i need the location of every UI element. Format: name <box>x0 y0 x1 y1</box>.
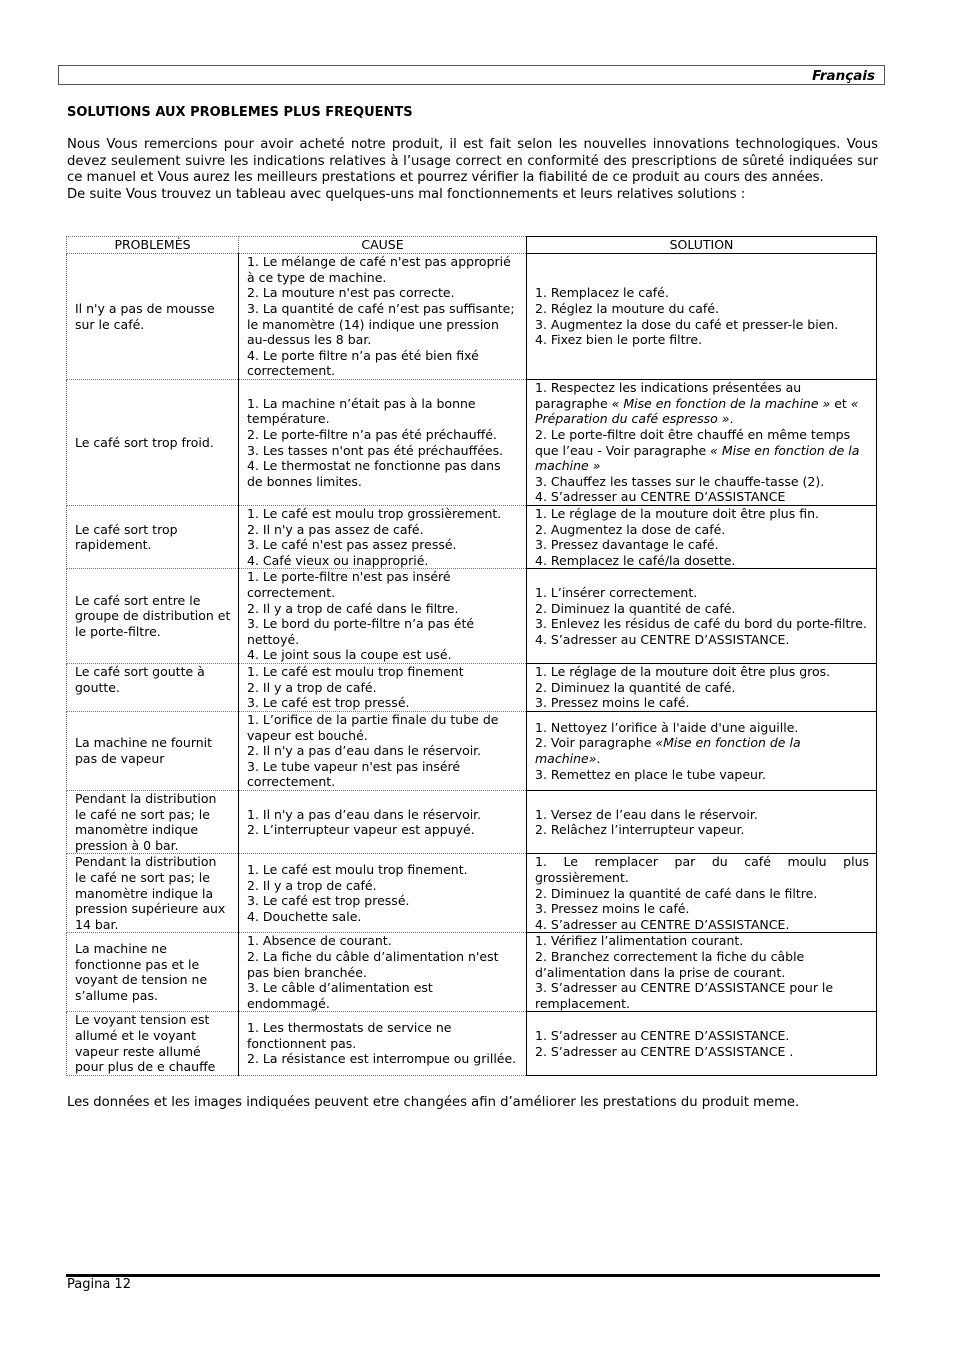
solution-cell <box>527 663 877 711</box>
cause-item: 3. Le café est trop pressé. <box>247 893 410 909</box>
solution-item: 1. Vérifiez l’alimentation courant. <box>535 933 744 949</box>
solution-item: 3. Pressez moins le café. <box>535 695 690 711</box>
cause-cell <box>239 711 527 790</box>
cause-item: 2. Il y a trop de café dans le filtre. <box>247 600 459 616</box>
solution-item: 2. Diminuez la quantité de café. <box>535 679 736 695</box>
table-row <box>67 1012 877 1075</box>
cause-item: 3. Le bord du porte-filtre n’a pas été nettoyé. <box>247 616 475 647</box>
cause-item: 1. Le café est moulu trop finement <box>247 664 464 680</box>
problem-cell: La machine ne fournit pas de vapeur <box>67 711 239 790</box>
cause-item: 2. La fiche du câble d’alimentation n'est pas bien branchée. <box>247 948 499 980</box>
table-row <box>67 790 877 853</box>
cause-item: 3. Le café est trop pressé. <box>247 695 410 711</box>
cause-cell <box>239 1012 527 1075</box>
cause-item: 1. Le porte-filtre n'est pas inséré correctement. <box>247 569 451 600</box>
solution-item: 2. Branchez correctement la fiche du câble d’alimentation dans la prise de courant. <box>535 948 805 980</box>
troubleshooting-table <box>66 236 877 1076</box>
problem-cell: Le café sort trop froid. <box>67 380 239 506</box>
solution-item: 2. Le porte-filtre doit être chauffé en même temps que l’eau - Voir paragraphe « Mise en fonction de la machine » <box>535 426 860 474</box>
solution-item: 2. Augmentez la dose de café. <box>535 521 726 537</box>
intro-paragraph: Nous Vous remercions pour avoir acheté notre produit, il est fait selon les nouvelles innovations technologiques. Vous devez seulement suivre les indications relatives à l’usage correct en conformité des prescriptions de sûreté indiquées sur ce manuel et Vous aurez les meilleurs prestations et pourrez vérifier la fiabilité de ce produit au cours des années. <box>67 137 878 186</box>
cause-item: 3. Le tube vapeur n'est pas inséré correctement. <box>247 758 461 790</box>
solution-item: 2. Diminuez la quantité de café. <box>535 600 736 616</box>
cause-item: 2. Le porte-filtre n’a pas été préchauffé. <box>247 426 497 442</box>
table-row <box>67 569 877 664</box>
cause-cell <box>239 506 527 569</box>
solution-item: 1. Respectez les indications présentées au paragraphe « Mise en fonction de la machine » et « Préparation du café espresso ». <box>535 380 859 427</box>
cause-cell <box>239 790 527 853</box>
solution-item: 2. Réglez la mouture du café. <box>535 300 719 316</box>
solution-cell <box>527 711 877 790</box>
cause-item: 2. Il y a trop de café. <box>247 679 377 695</box>
solution-item: 1. Le remplacer par du café moulu plus grossièrement. <box>535 854 869 885</box>
cause-cell <box>239 569 527 664</box>
problem-cell: Pendant la distribution le café ne sort pas; le manomètre indique pression à 0 bar. <box>67 790 239 853</box>
cause-cell <box>239 254 527 380</box>
solution-cell <box>527 933 877 1012</box>
solution-cell <box>527 1012 877 1075</box>
solution-item: 4. Fixez bien le porte filtre. <box>535 332 703 348</box>
footnote: Les données et les images indiquées peuvent etre changées afin d’améliorer les prestations du produit meme. <box>67 1095 800 1110</box>
footer-rule <box>66 1274 880 1277</box>
cause-item: 2. L’interrupteur vapeur est appuyé. <box>247 822 475 838</box>
solution-cell <box>527 254 877 380</box>
cause-item: 2. Il y a trop de café. <box>247 877 377 893</box>
solution-item: 1. Le réglage de la mouture doit être plus fin. <box>535 506 819 521</box>
solution-item: 4. S’adresser au CENTRE D’ASSISTANCE. <box>535 916 790 932</box>
solution-item: 3. Pressez moins le café. <box>535 901 690 917</box>
table-row <box>67 506 877 569</box>
solution-item: 3. Remettez en place le tube vapeur. <box>535 766 766 782</box>
cause-item: 4. Le porte filtre n’a pas été bien fixé correctement. <box>247 347 479 379</box>
cause-item: 2. La résistance est interrompue ou grillée. <box>247 1051 517 1067</box>
cause-item: 1. L’orifice de la partie finale du tube de vapeur est bouché. <box>247 711 499 743</box>
solution-item: 3. Enlevez les résidus de café du bord du porte-filtre. <box>535 616 867 632</box>
solution-item: 2. Relâchez l’interrupteur vapeur. <box>535 822 745 838</box>
cause-cell <box>239 933 527 1012</box>
cause-item: 1. La machine n’était pas à la bonne température. <box>247 395 476 427</box>
header-cause: CAUSE <box>239 237 527 254</box>
problem-cell: Le voyant tension est allumé et le voyant vapeur reste allumé pour plus de e chauffe <box>67 1012 239 1075</box>
table-row <box>67 380 877 506</box>
solution-item: 4. Remplacez le café/la dosette. <box>535 552 736 568</box>
solution-cell <box>527 790 877 853</box>
problem-cell: La machine ne fonctionne pas et le voyant de tension ne s’allume pas. <box>67 933 239 1012</box>
solution-cell <box>527 569 877 664</box>
solution-item: 3. Augmentez la dose du café et presser-le bien. <box>535 316 839 332</box>
cause-item: 2. La mouture n'est pas correcte. <box>247 285 455 301</box>
language-label: Français <box>812 68 875 84</box>
solution-cell <box>527 506 877 569</box>
cause-item: 4. Le joint sous la coupe est usé. <box>247 647 452 663</box>
header-problems: PROBLEMÈS <box>67 237 239 254</box>
solution-item: 1. Versez de l’eau dans le réservoir. <box>535 806 758 822</box>
cause-cell <box>239 380 527 506</box>
cause-item: 4. Café vieux ou inapproprié. <box>247 552 429 568</box>
cause-item: 3. Le café n'est pas assez pressé. <box>247 537 457 553</box>
solution-item: 4. S’adresser au CENTRE D’ASSISTANCE. <box>535 631 790 647</box>
problem-cell: Le café sort goutte à goutte. <box>67 663 239 711</box>
solution-cell <box>527 380 877 506</box>
solution-item: 4. S’adresser au CENTRE D’ASSISTANCE <box>535 489 786 505</box>
cause-item: 1. Le mélange de café n'est pas approprié à ce type de machine. <box>247 254 511 285</box>
cause-item: 1. Le café est moulu trop finement. <box>247 862 468 878</box>
problem-cell: Pendant la distribution le café ne sort pas; le manomètre indique la pression supérieure aux 14 bar. <box>67 854 239 933</box>
solution-item: 1. Remplacez le café. <box>535 285 669 301</box>
solution-item: 2. Diminuez la quantité de café dans le filtre. <box>535 885 818 901</box>
problem-cell: Le café sort entre le groupe de distribution et le porte-filtre. <box>67 569 239 664</box>
solution-item: 1. Le réglage de la mouture doit être plus gros. <box>535 664 831 680</box>
solution-item: 3. Pressez davantage le café. <box>535 537 719 553</box>
cause-item: 2. Il n'y a pas d’eau dans le réservoir. <box>247 743 482 759</box>
language-header-box <box>58 65 885 85</box>
cause-item: 1. Il n'y a pas d’eau dans le réservoir. <box>247 806 482 822</box>
table-row <box>67 854 877 933</box>
table-row <box>67 711 877 790</box>
solution-item: 3. Chauffez les tasses sur le chauffe-tasse (2). <box>535 473 825 489</box>
cause-item: 2. Il n'y a pas assez de café. <box>247 521 424 537</box>
cause-item: 4. Douchette sale. <box>247 908 362 924</box>
cause-cell <box>239 854 527 933</box>
table-row <box>67 933 877 1012</box>
table-row <box>67 663 877 711</box>
cause-item: 4. Le thermostat ne fonctionne pas dans de bonnes limites. <box>247 458 501 489</box>
table-row <box>67 254 877 380</box>
intro-text <box>67 137 878 203</box>
intro-paragraph: De suite Vous trouvez un tableau avec quelques-uns mal fonctionnements et leurs relatives solutions : <box>67 186 746 202</box>
table-header-row <box>67 237 877 254</box>
page-title: SOLUTIONS AUX PROBLEMES PLUS FREQUENTS <box>67 105 413 120</box>
cause-item: 1. Les thermostats de service ne fonctionnent pas. <box>247 1020 452 1051</box>
cause-item: 3. Le câble d’alimentation est endommagé. <box>247 980 433 1011</box>
cause-item: 3. La quantité de café n’est pas suffisante; le manomètre (14) indique une pression au-dessus les 8 bar. <box>247 300 515 348</box>
cause-item: 3. Les tasses n'ont pas été préchauffées. <box>247 442 504 458</box>
problem-cell: Le café sort trop rapidement. <box>67 506 239 569</box>
solution-item: 1. L’insérer correctement. <box>535 584 698 600</box>
solution-cell <box>527 854 877 933</box>
solution-item: 3. S’adresser au CENTRE D’ASSISTANCE pour le remplacement. <box>535 980 834 1011</box>
cause-cell <box>239 663 527 711</box>
solution-item: 2. Voir paragraphe «Mise en fonction de la machine». <box>535 735 801 766</box>
page-number: Pagina 12 <box>67 1277 131 1292</box>
cause-item: 1. Absence de courant. <box>247 933 392 949</box>
header-solution: SOLUTION <box>527 237 877 254</box>
solution-item: 1. Nettoyez l’orifice à l'aide d'une aiguille. <box>535 719 799 735</box>
solution-item: 2. S’adresser au CENTRE D’ASSISTANCE . <box>535 1043 794 1059</box>
problem-cell: Il n'y a pas de mousse sur le café. <box>67 254 239 380</box>
solution-item: 1. S’adresser au CENTRE D’ASSISTANCE. <box>535 1027 790 1043</box>
cause-item: 1. Le café est moulu trop grossièrement. <box>247 506 502 521</box>
